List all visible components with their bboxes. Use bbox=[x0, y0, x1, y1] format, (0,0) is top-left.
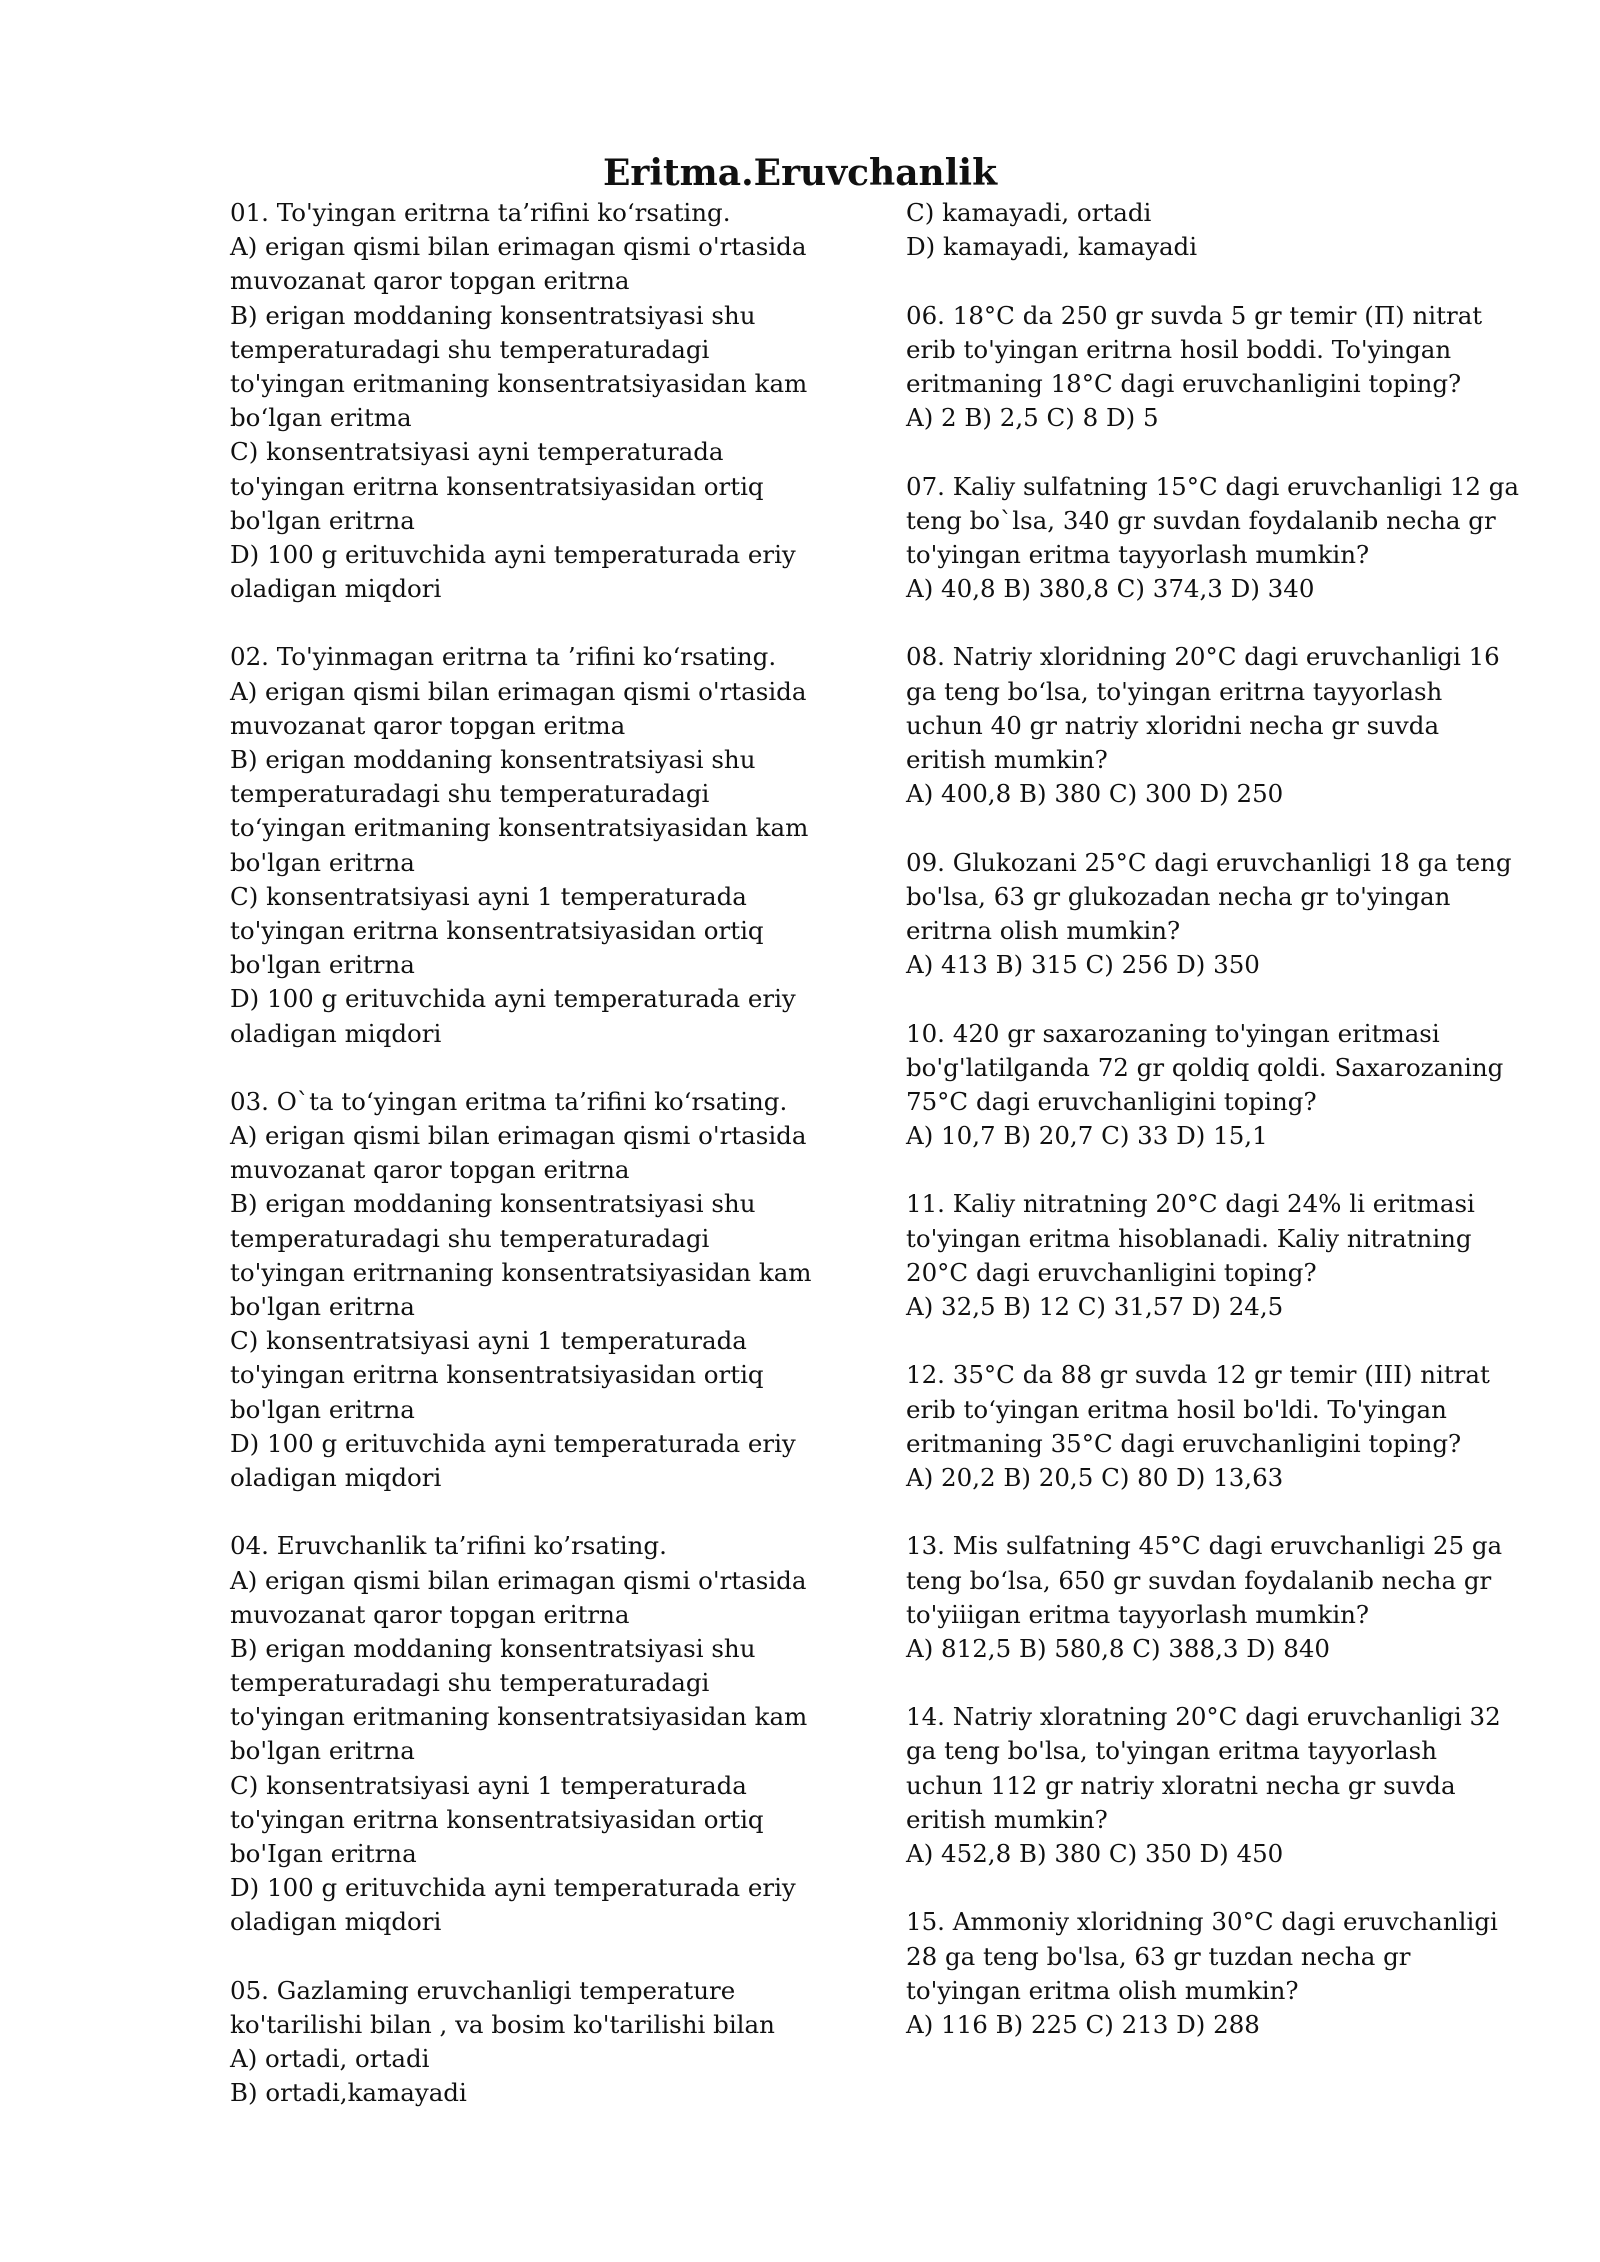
text-line: eritmaning 35°C dagi eruvchanligini toping? bbox=[906, 1428, 1462, 1458]
question-block bbox=[906, 1905, 1526, 2042]
text-line: A) 452,8 B) 380 C) 350 D) 450 bbox=[906, 1839, 1284, 1868]
text-line: oladigan miqdori bbox=[230, 574, 442, 604]
text-line: C) konsentratsiyasi ayni temperaturada bbox=[230, 437, 724, 467]
text-line: B) erigan moddaning konsentratsiyasi shu bbox=[230, 300, 756, 330]
question-block bbox=[230, 1974, 870, 2111]
text-line: bo'lgan eritrna bbox=[230, 505, 415, 535]
text-line: uchun 40 gr natriy xloridni necha gr suvda bbox=[906, 710, 1440, 740]
page-title: Eritma.Eruvchanlik bbox=[602, 152, 998, 194]
text-line: D) 100 g erituvchida ayni temperaturada eriy bbox=[230, 1873, 796, 1903]
text-line: temperaturadagi shu temperaturadagi bbox=[230, 779, 710, 809]
question-block bbox=[906, 299, 1526, 436]
question-block bbox=[230, 640, 870, 1050]
question-block bbox=[230, 1529, 870, 1939]
question-block bbox=[906, 1700, 1526, 1871]
text-line: 14. Natriy xloratning 20°C dagi eruvchanligi 32 bbox=[906, 1702, 1501, 1732]
text-line: teng bo`lsa, 340 gr suvdan foydalanib necha gr bbox=[906, 505, 1496, 535]
text-line: oladigan miqdori bbox=[230, 1907, 442, 1937]
text-line: 11. Kaliy nitratning 20°C dagi 24% li eritmasi bbox=[906, 1189, 1475, 1219]
text-line: 08. Natriy xloridning 20°C dagi eruvchanligi 16 bbox=[906, 642, 1500, 672]
text-line: D) 100 g erituvchida ayni temperaturada eriy bbox=[230, 1428, 796, 1458]
text-line: A) 413 B) 315 C) 256 D) 350 bbox=[906, 950, 1260, 980]
text-line: to'yingan eritrna konsentratsiyasidan ortiq bbox=[230, 1360, 764, 1390]
text-line: B) ortadi,kamayadi bbox=[230, 2078, 467, 2108]
text-line: oladigan miqdori bbox=[230, 1462, 442, 1492]
text-line: eritish mumkin? bbox=[906, 745, 1108, 774]
text-line: C) konsentratsiyasi ayni 1 temperaturada bbox=[230, 1770, 747, 1800]
text-line: C) kamayadi, ortadi bbox=[906, 198, 1152, 227]
text-line: A) erigan qismi bilan erimagan qismi o'rtasida bbox=[230, 676, 807, 706]
text-line: ga teng bo‘lsa, to'yingan eritrna tayyorlash bbox=[906, 676, 1443, 706]
block-spacer bbox=[906, 811, 1526, 845]
text-line: teng bo‘lsa, 650 gr suvdan foydalanib necha gr bbox=[906, 1565, 1492, 1595]
text-line: B) erigan moddaning konsentratsiyasi shu bbox=[230, 1189, 756, 1219]
question-block bbox=[906, 196, 1526, 264]
text-line: bo'Igan eritrna bbox=[230, 1839, 417, 1868]
text-line: to'yingan eritrnaning konsentratsiyasidan kam bbox=[230, 1257, 812, 1287]
text-line: 01. To'yingan eritrna ta’rifini ko‘rsating. bbox=[230, 198, 731, 227]
text-line: B) erigan moddaning konsentratsiyasi shu bbox=[230, 1633, 756, 1663]
text-line: eritish mumkin? bbox=[906, 1804, 1108, 1834]
text-line: 07. Kaliy sulfatning 15°C dagi eruvchanligi 12 ga bbox=[906, 471, 1520, 501]
text-line: D) 100 g erituvchida ayni temperaturada eriy bbox=[230, 539, 796, 569]
text-line: A) 10,7 B) 20,7 C) 33 D) 15,1 bbox=[906, 1121, 1268, 1151]
text-line: 02. To'yinmagan eritrna ta ’rifini ko‘rsating. bbox=[230, 642, 777, 672]
text-line: to'yingan eritrna konsentratsiyasidan ortiq bbox=[230, 915, 764, 945]
text-line: temperaturadagi shu temperaturadagi bbox=[230, 334, 710, 364]
text-line: 06. 18°C da 250 gr suvda 5 gr temir (Π) nitrat bbox=[906, 300, 1483, 330]
text-line: to'yingan eritrna konsentratsiyasidan ortiq bbox=[230, 471, 764, 501]
block-spacer bbox=[906, 1324, 1526, 1358]
text-line: bo'g'latilganda 72 gr qoldiq qoldi. Saxarozaning bbox=[906, 1052, 1504, 1082]
text-line: uchun 112 gr natriy xloratni necha gr suvda bbox=[906, 1770, 1456, 1800]
block-spacer bbox=[230, 1495, 870, 1529]
text-line: 04. Eruvchanlik ta’rifini ko’rsating. bbox=[230, 1531, 667, 1561]
left-column bbox=[230, 196, 870, 2111]
text-line: erib to‘yingan eritma hosil bo'ldi. To'yingan bbox=[906, 1394, 1447, 1424]
text-line: 12. 35°C da 88 gr suvda 12 gr temir (III) nitrat bbox=[906, 1360, 1490, 1390]
text-line: temperaturadagi shu temperaturadagi bbox=[230, 1668, 710, 1698]
text-line: muvozanat qaror topgan eritrna bbox=[230, 1599, 630, 1629]
question-block bbox=[906, 1358, 1526, 1495]
block-spacer bbox=[906, 1666, 1526, 1700]
text-line: muvozanat qaror topgan eritrna bbox=[230, 266, 630, 296]
text-line: to‘yingan eritmaning konsentratsiyasidan kam bbox=[230, 813, 809, 843]
text-line: oladigan miqdori bbox=[230, 1018, 442, 1048]
text-line: eritrna olish mumkin? bbox=[906, 915, 1181, 945]
question-block bbox=[906, 640, 1526, 811]
text-line: to'yingan eritrna konsentratsiyasidan ortiq bbox=[230, 1804, 764, 1834]
text-line: bo'lgan eritrna bbox=[230, 950, 415, 980]
question-block bbox=[230, 1085, 870, 1495]
text-line: bo'lgan eritrna bbox=[230, 1394, 415, 1424]
question-block bbox=[906, 470, 1526, 607]
text-line: A) erigan qismi bilan erimagan qismi o'rtasida bbox=[230, 232, 807, 262]
block-spacer bbox=[906, 1153, 1526, 1187]
block-spacer bbox=[906, 1871, 1526, 1905]
text-line: temperaturadagi shu temperaturadagi bbox=[230, 1223, 710, 1253]
text-line: A) erigan qismi bilan erimagan qismi o'rtasida bbox=[230, 1121, 807, 1151]
text-line: to'yiiigan eritma tayyorlash mumkin? bbox=[906, 1599, 1370, 1629]
text-line: 20°C dagi eruvchanligini toping? bbox=[906, 1257, 1317, 1287]
text-line: 05. Gazlaming eruvchanligi temperature bbox=[230, 1975, 736, 2005]
block-spacer bbox=[230, 1051, 870, 1085]
text-line: A) erigan qismi bilan erimagan qismi o'rtasida bbox=[230, 1565, 807, 1595]
text-line: bo'lgan eritrna bbox=[230, 1292, 415, 1321]
question-block bbox=[906, 1017, 1526, 1154]
text-line: to'yingan eritmaning konsentratsiyasidan kam bbox=[230, 1702, 808, 1732]
block-spacer bbox=[906, 1495, 1526, 1529]
block-spacer bbox=[230, 606, 870, 640]
text-line: A) 2 B) 2,5 C) 8 D) 5 bbox=[906, 403, 1159, 433]
text-line: A) 32,5 B) 12 C) 31,57 D) 24,5 bbox=[906, 1292, 1284, 1321]
text-line: bo'lsa, 63 gr glukozadan necha gr to'yingan bbox=[906, 881, 1451, 911]
block-spacer bbox=[906, 982, 1526, 1016]
text-line: 09. Glukozani 25°C dagi eruvchanligi 18 ga teng bbox=[906, 847, 1512, 877]
question-block bbox=[906, 1529, 1526, 1666]
text-line: 13. Mis sulfatning 45°C dagi eruvchanligi 25 ga bbox=[906, 1531, 1503, 1561]
text-line: muvozanat qaror topgan eritma bbox=[230, 710, 626, 740]
text-line: bo'lgan eritrna bbox=[230, 1736, 415, 1766]
text-line: 28 ga teng bo'lsa, 63 gr tuzdan necha gr bbox=[906, 1941, 1411, 1971]
text-line: muvozanat qaror topgan eritrna bbox=[230, 1155, 630, 1185]
text-line: ko'tarilishi bilan , va bosim ko'tarilishi bilan bbox=[230, 2009, 775, 2039]
text-line: D) kamayadi, kamayadi bbox=[906, 232, 1198, 262]
question-block bbox=[230, 196, 870, 606]
text-line: erib to'yingan eritrna hosil boddi. To'yingan bbox=[906, 334, 1452, 364]
text-line: A) 20,2 B) 20,5 C) 80 D) 13,63 bbox=[906, 1462, 1284, 1492]
block-spacer bbox=[906, 264, 1526, 298]
text-line: B) erigan moddaning konsentratsiyasi shu bbox=[230, 745, 756, 774]
block-spacer bbox=[906, 606, 1526, 640]
text-line: C) konsentratsiyasi ayni 1 temperaturada bbox=[230, 1326, 747, 1356]
text-line: A) ortadi, ortadi bbox=[230, 2044, 430, 2074]
text-line: D) 100 g erituvchida ayni temperaturada eriy bbox=[230, 984, 796, 1014]
text-line: A) 116 B) 225 C) 213 D) 288 bbox=[906, 2009, 1260, 2039]
block-spacer bbox=[906, 435, 1526, 469]
question-block bbox=[906, 1187, 1526, 1324]
text-line: 10. 420 gr saxarozaning to'yingan eritmasi bbox=[906, 1018, 1440, 1048]
text-line: C) konsentratsiyasi ayni 1 temperaturada bbox=[230, 881, 747, 911]
text-line: 75°C dagi eruvchanligini toping? bbox=[906, 1086, 1317, 1116]
text-line: ga teng bo'lsa, to'yingan eritma tayyorlash bbox=[906, 1736, 1437, 1766]
text-line: A) 812,5 B) 580,8 C) 388,3 D) 840 bbox=[906, 1633, 1331, 1663]
text-line: bo‘lgan eritma bbox=[230, 403, 412, 433]
block-spacer bbox=[230, 1940, 870, 1974]
question-block bbox=[906, 846, 1526, 983]
text-line: A) 40,8 B) 380,8 C) 374,3 D) 340 bbox=[906, 574, 1315, 604]
text-line: bo'lgan eritrna bbox=[230, 847, 415, 877]
text-line: A) 400,8 B) 380 C) 300 D) 250 bbox=[906, 779, 1284, 809]
right-column bbox=[906, 196, 1526, 2042]
text-line: to'yingan eritmaning konsentratsiyasidan kam bbox=[230, 368, 808, 398]
text-line: to'yingan eritma olish mumkin? bbox=[906, 1975, 1299, 2005]
text-line: to'yingan eritma tayyorlash mumkin? bbox=[906, 539, 1370, 569]
text-line: 03. O`ta to‘yingan eritma ta’rifini ko‘rsating. bbox=[230, 1086, 788, 1116]
text-line: eritmaning 18°C dagi eruvchanligini toping? bbox=[906, 368, 1462, 398]
text-line: 15. Ammoniy xloridning 30°C dagi eruvchanligi bbox=[906, 1907, 1498, 1937]
text-line: to'yingan eritma hisoblanadi. Kaliy nitratning bbox=[906, 1223, 1472, 1253]
